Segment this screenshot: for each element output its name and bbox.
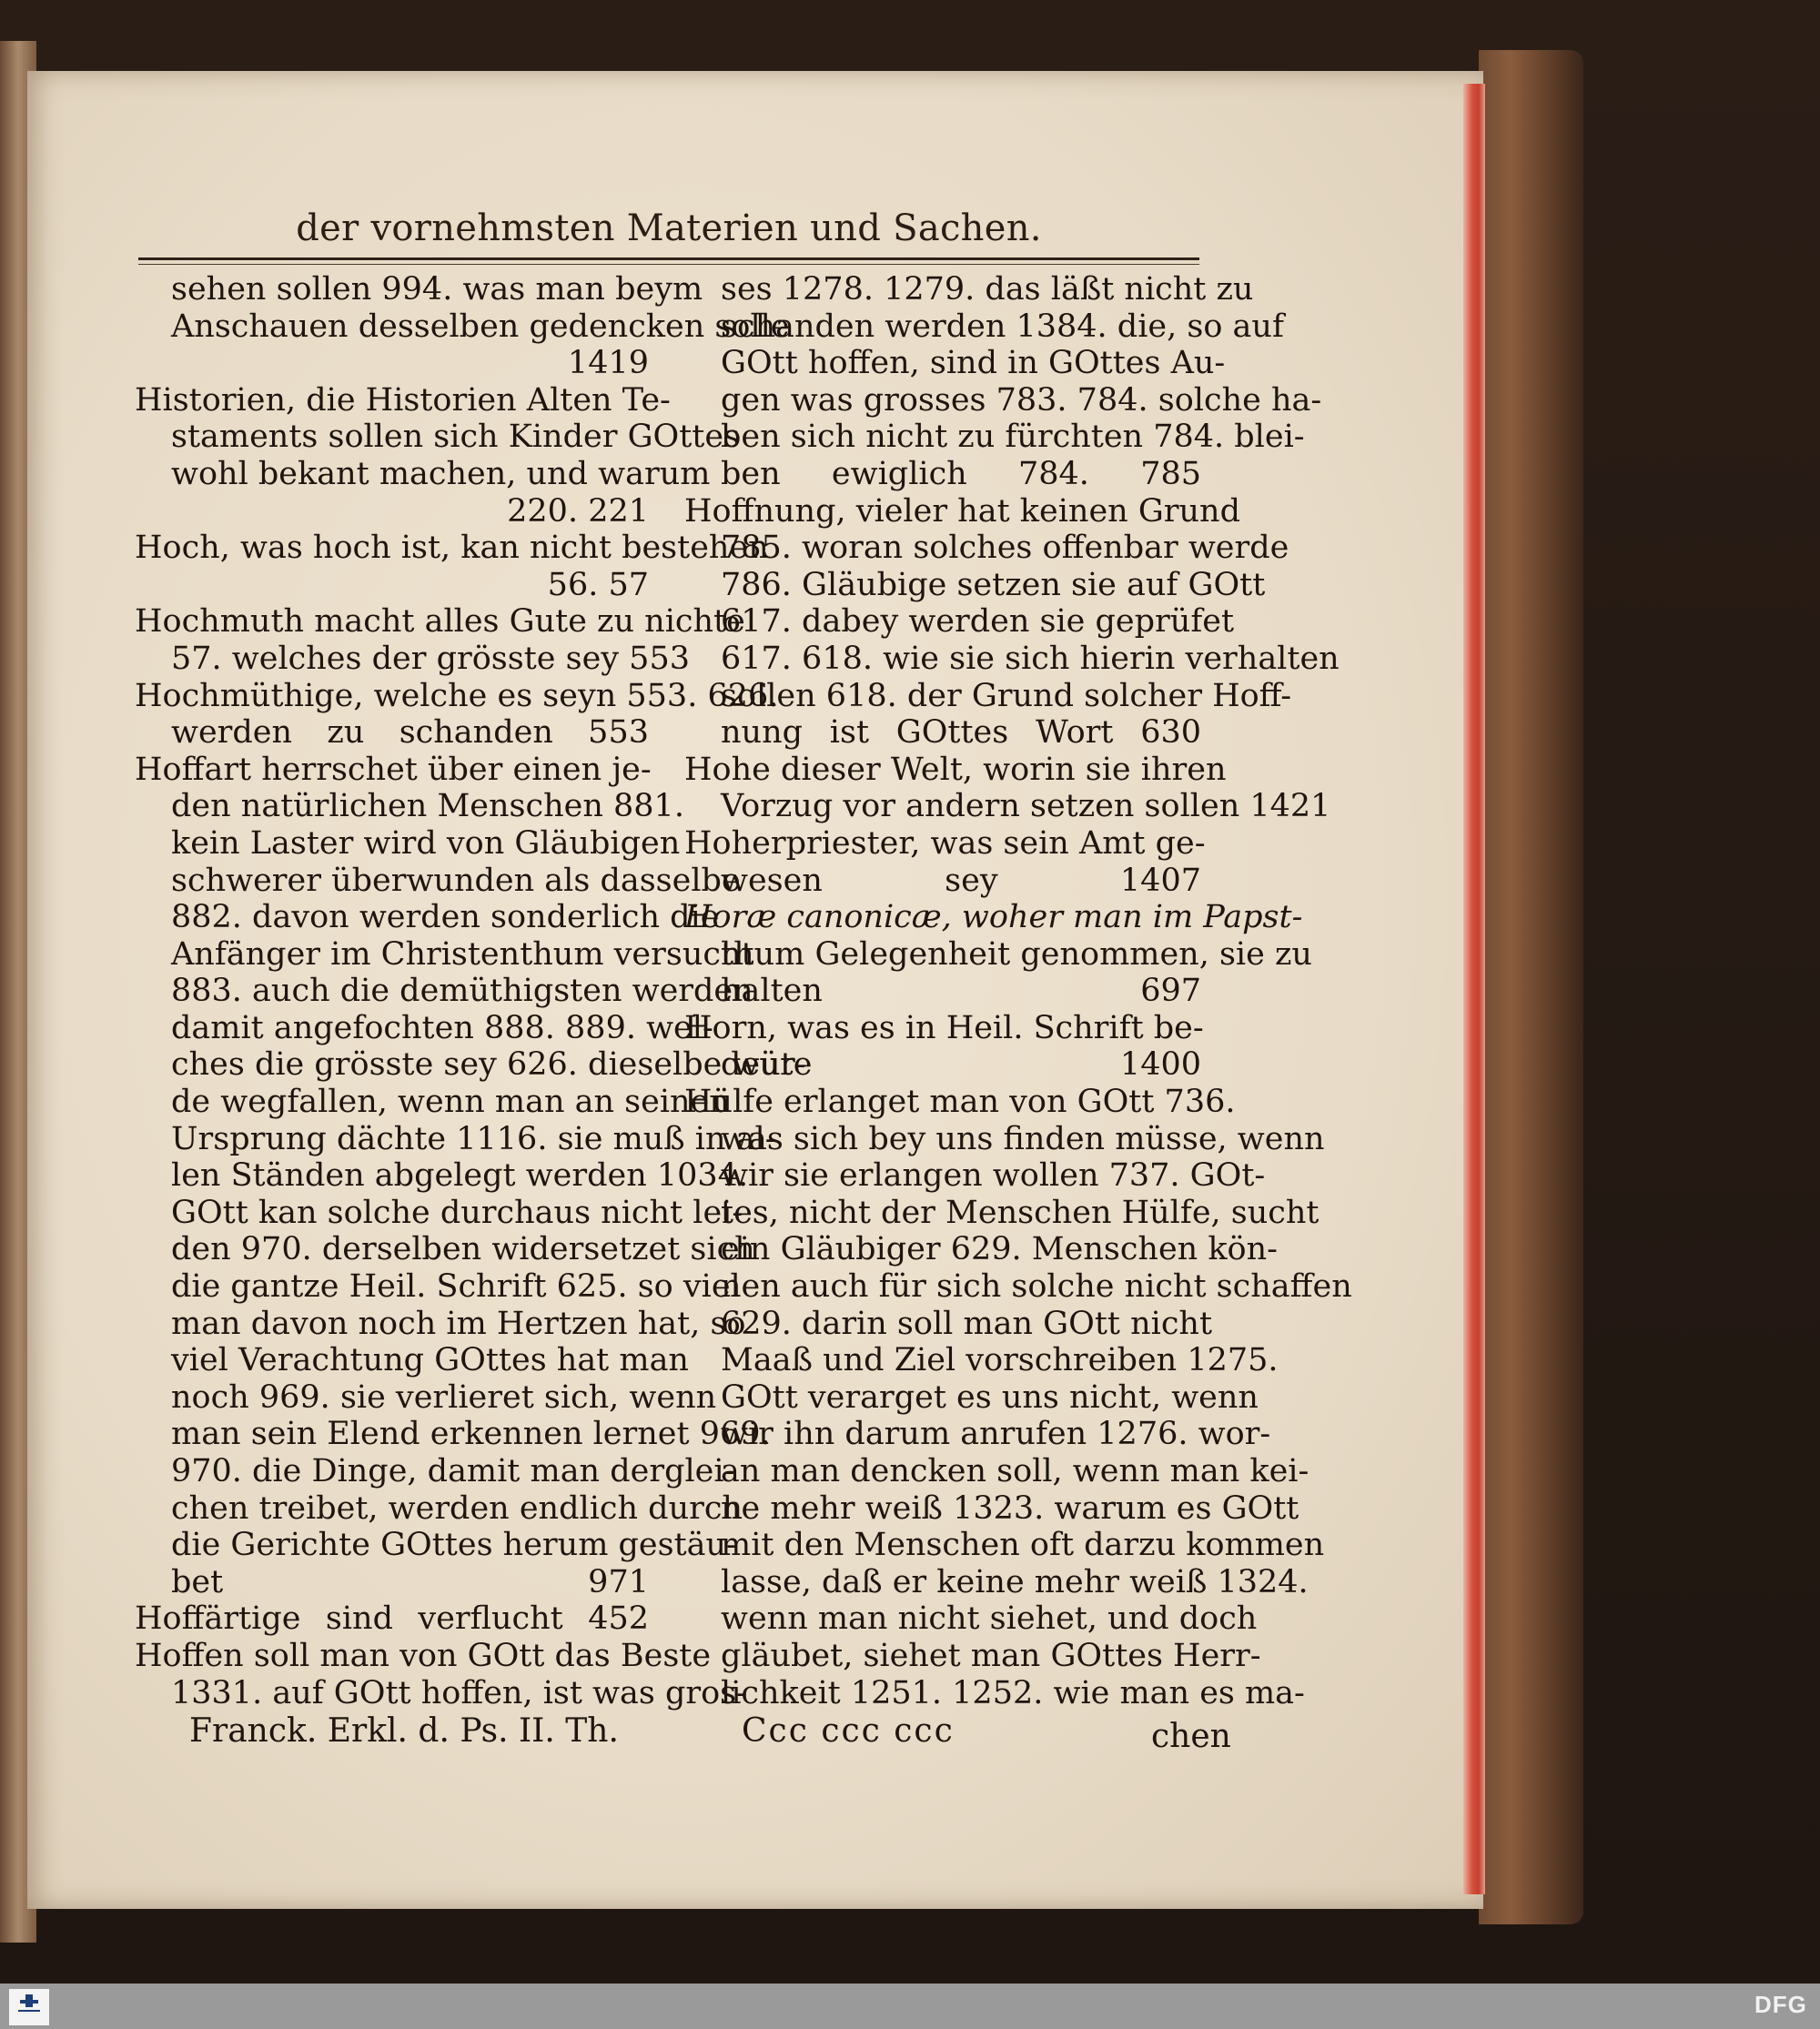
gathering-mark: Ccc ccc ccc [742, 1712, 955, 1750]
index-line: 882. davon werden sonderlich die [171, 899, 720, 936]
index-line: Horn, was es in Heil. Schrift be- [684, 1009, 1204, 1046]
index-line: chen treibet, werden endlich durch [171, 1489, 743, 1527]
index-line: Vorzug vor andern setzen sollen 1421 [721, 788, 1331, 825]
index-line: deute 1400 [721, 1046, 1201, 1084]
index-line: schanden werden 1384. die, so auf [721, 308, 1284, 345]
index-line: ne mehr weiß 1323. warum es GOtt [721, 1489, 1299, 1527]
head-rule [138, 257, 1199, 260]
index-line: thum Gelegenheit genommen, sie zu [721, 935, 1312, 973]
index-line: werden zu schanden 553 [171, 714, 649, 752]
catchword: chen [1151, 1718, 1231, 1755]
head-rule-thin [138, 264, 1199, 265]
index-line: ches die grösste sey 626. dieselbe wür- [171, 1046, 806, 1084]
index-line: Hülfe erlanget man von GOtt 736. [684, 1084, 1236, 1121]
index-line: Hoherpriester, was sein Amt ge- [684, 824, 1206, 862]
index-line: 629. darin soll man GOtt nicht [721, 1305, 1213, 1342]
index-line: 1331. auf GOtt hoffen, ist was gros- [171, 1674, 747, 1711]
index-line: nen auch für sich solche nicht schaffen [721, 1268, 1352, 1306]
index-line: ses 1278. 1279. das läßt nicht zu [721, 271, 1254, 308]
index-line: bet 971 [171, 1563, 649, 1600]
index-line: Hoffärtige sind verflucht 452 [135, 1600, 649, 1638]
index-line: die Gerichte GOttes herum gestäu- [171, 1527, 737, 1564]
index-line: lichkeit 1251. 1252. wie man es ma- [721, 1674, 1305, 1711]
index-line: Hohe dieser Welt, worin sie ihren [684, 751, 1227, 788]
index-line: Horæ canonicæ, woher man im Papst- [684, 899, 1303, 936]
index-line: ein Gläubiger 629. Menschen kön- [721, 1231, 1278, 1268]
index-line: gläubet, siehet man GOttes Herr- [721, 1637, 1261, 1674]
index-line: Hochmuth macht alles Gute zu nichte [135, 603, 745, 641]
index-line: tes, nicht der Menschen Hülfe, sucht [721, 1194, 1320, 1231]
index-line: Maaß und Ziel vorschreiben 1275. [721, 1342, 1279, 1379]
index-line: wir sie erlangen wollen 737. GOt- [721, 1157, 1266, 1195]
index-line: lasse, daß er keine mehr weiß 1324. [721, 1563, 1309, 1600]
index-line: 786. Gläubige setzen sie auf GOtt [721, 566, 1266, 603]
index-line: damit angefochten 888. 889. wel- [171, 1009, 713, 1046]
index-line: ben sich nicht zu fürchten 784. blei- [721, 419, 1305, 456]
index-line: wohl bekant machen, und warum [171, 455, 711, 492]
index-line: wir ihn darum anrufen 1276. wor- [721, 1416, 1271, 1453]
index-column-right [684, 271, 1352, 1711]
index-line: mit den Menschen oft darzu kommen [721, 1527, 1325, 1564]
index-line: gen was grosses 783. 784. solche ha- [721, 381, 1322, 419]
index-line: de wegfallen, wenn man an seinen [171, 1084, 730, 1121]
index-line: 56. 57 [547, 566, 649, 603]
index-line: Hoffnung, vieler hat keinen Grund [684, 492, 1240, 530]
index-line: halten 697 [721, 973, 1201, 1010]
index-line: kein Laster wird von Gläubigen [171, 824, 681, 862]
index-line: 1419 [567, 345, 649, 382]
index-column-left [135, 271, 806, 1711]
dfg-logo: DFG [1754, 1991, 1807, 2018]
logo-icon [16, 1993, 42, 2014]
index-line: den 970. derselben widersetzet sich [171, 1231, 755, 1268]
index-line: staments sollen sich Kinder GOttes [171, 419, 741, 456]
index-line: 883. auch die demüthigsten werden [171, 973, 753, 1010]
red-page-edge [1463, 84, 1485, 1894]
index-line: Anschauen desselben gedencken solle [171, 308, 790, 345]
index-line: Ursprung dächte 1116. sie muß in al- [171, 1120, 776, 1157]
index-line: nung ist GOttes Wort 630 [721, 714, 1201, 752]
franckesche-logo[interactable] [9, 1989, 49, 2025]
signature-mark: Franck. Erkl. d. Ps. II. Th. [189, 1712, 619, 1750]
running-head: der vornehmsten Materien und Sachen. [296, 207, 1042, 249]
index-line: 617. 618. wie sie sich hierin verhalten [721, 640, 1340, 677]
index-line: 785. woran solches offenbar werde [721, 530, 1289, 567]
index-line: GOtt hoffen, sind in GOttes Au- [721, 345, 1226, 382]
index-line: Hoffen soll man von GOtt das Beste [135, 1637, 712, 1674]
index-line: 970. die Dinge, damit man derglei- [171, 1453, 735, 1489]
index-line: die gantze Heil. Schrift 625. so viel [171, 1268, 741, 1306]
index-line: sollen 618. der Grund solcher Hoff- [721, 677, 1292, 714]
index-line: man sein Elend erkennen lernet 969. [171, 1416, 771, 1453]
viewer-footer-bar [0, 1984, 1820, 2029]
index-line: viel Verachtung GOttes hat man [171, 1342, 689, 1379]
index-line: len Ständen abgelegt werden 1034. [171, 1157, 749, 1195]
index-line: ben ewiglich 784. 785 [721, 455, 1201, 492]
index-line: Anfänger im Christenthum versucht [171, 935, 754, 973]
index-line: was sich bey uns finden müsse, wenn [721, 1120, 1325, 1157]
book-cover-right [1479, 50, 1583, 1924]
index-line: den natürlichen Menschen 881. [171, 788, 684, 825]
index-line: noch 969. sie verlieret sich, wenn [171, 1378, 717, 1416]
index-line: sehen sollen 994. was man beym [171, 271, 703, 308]
index-line: Hochmüthige, welche es seyn 553. 626. [135, 677, 779, 714]
index-line: GOtt kan solche durchaus nicht lei- [171, 1194, 743, 1231]
index-line: Historien, die Historien Alten Te- [135, 381, 671, 419]
index-line: an man dencken soll, wenn man kei- [721, 1453, 1309, 1489]
index-line: 617. dabey werden sie geprüfet [721, 603, 1235, 641]
index-line: GOtt verarget es uns nicht, wenn [721, 1378, 1259, 1416]
index-line: man davon noch im Hertzen hat, so [171, 1305, 746, 1342]
index-line: schwerer überwunden als dasselbe [171, 862, 741, 899]
index-line: Hoch, was hoch ist, kan nicht bestehen [135, 530, 769, 567]
index-line: 57. welches der grösste sey 553 [171, 640, 690, 677]
index-line: wenn man nicht siehet, und doch [721, 1600, 1258, 1638]
index-line: 220. 221 [507, 492, 649, 530]
index-line: wesen sey 1407 [721, 862, 1201, 899]
index-line: Hoffart herrschet über einen je- [135, 751, 652, 788]
